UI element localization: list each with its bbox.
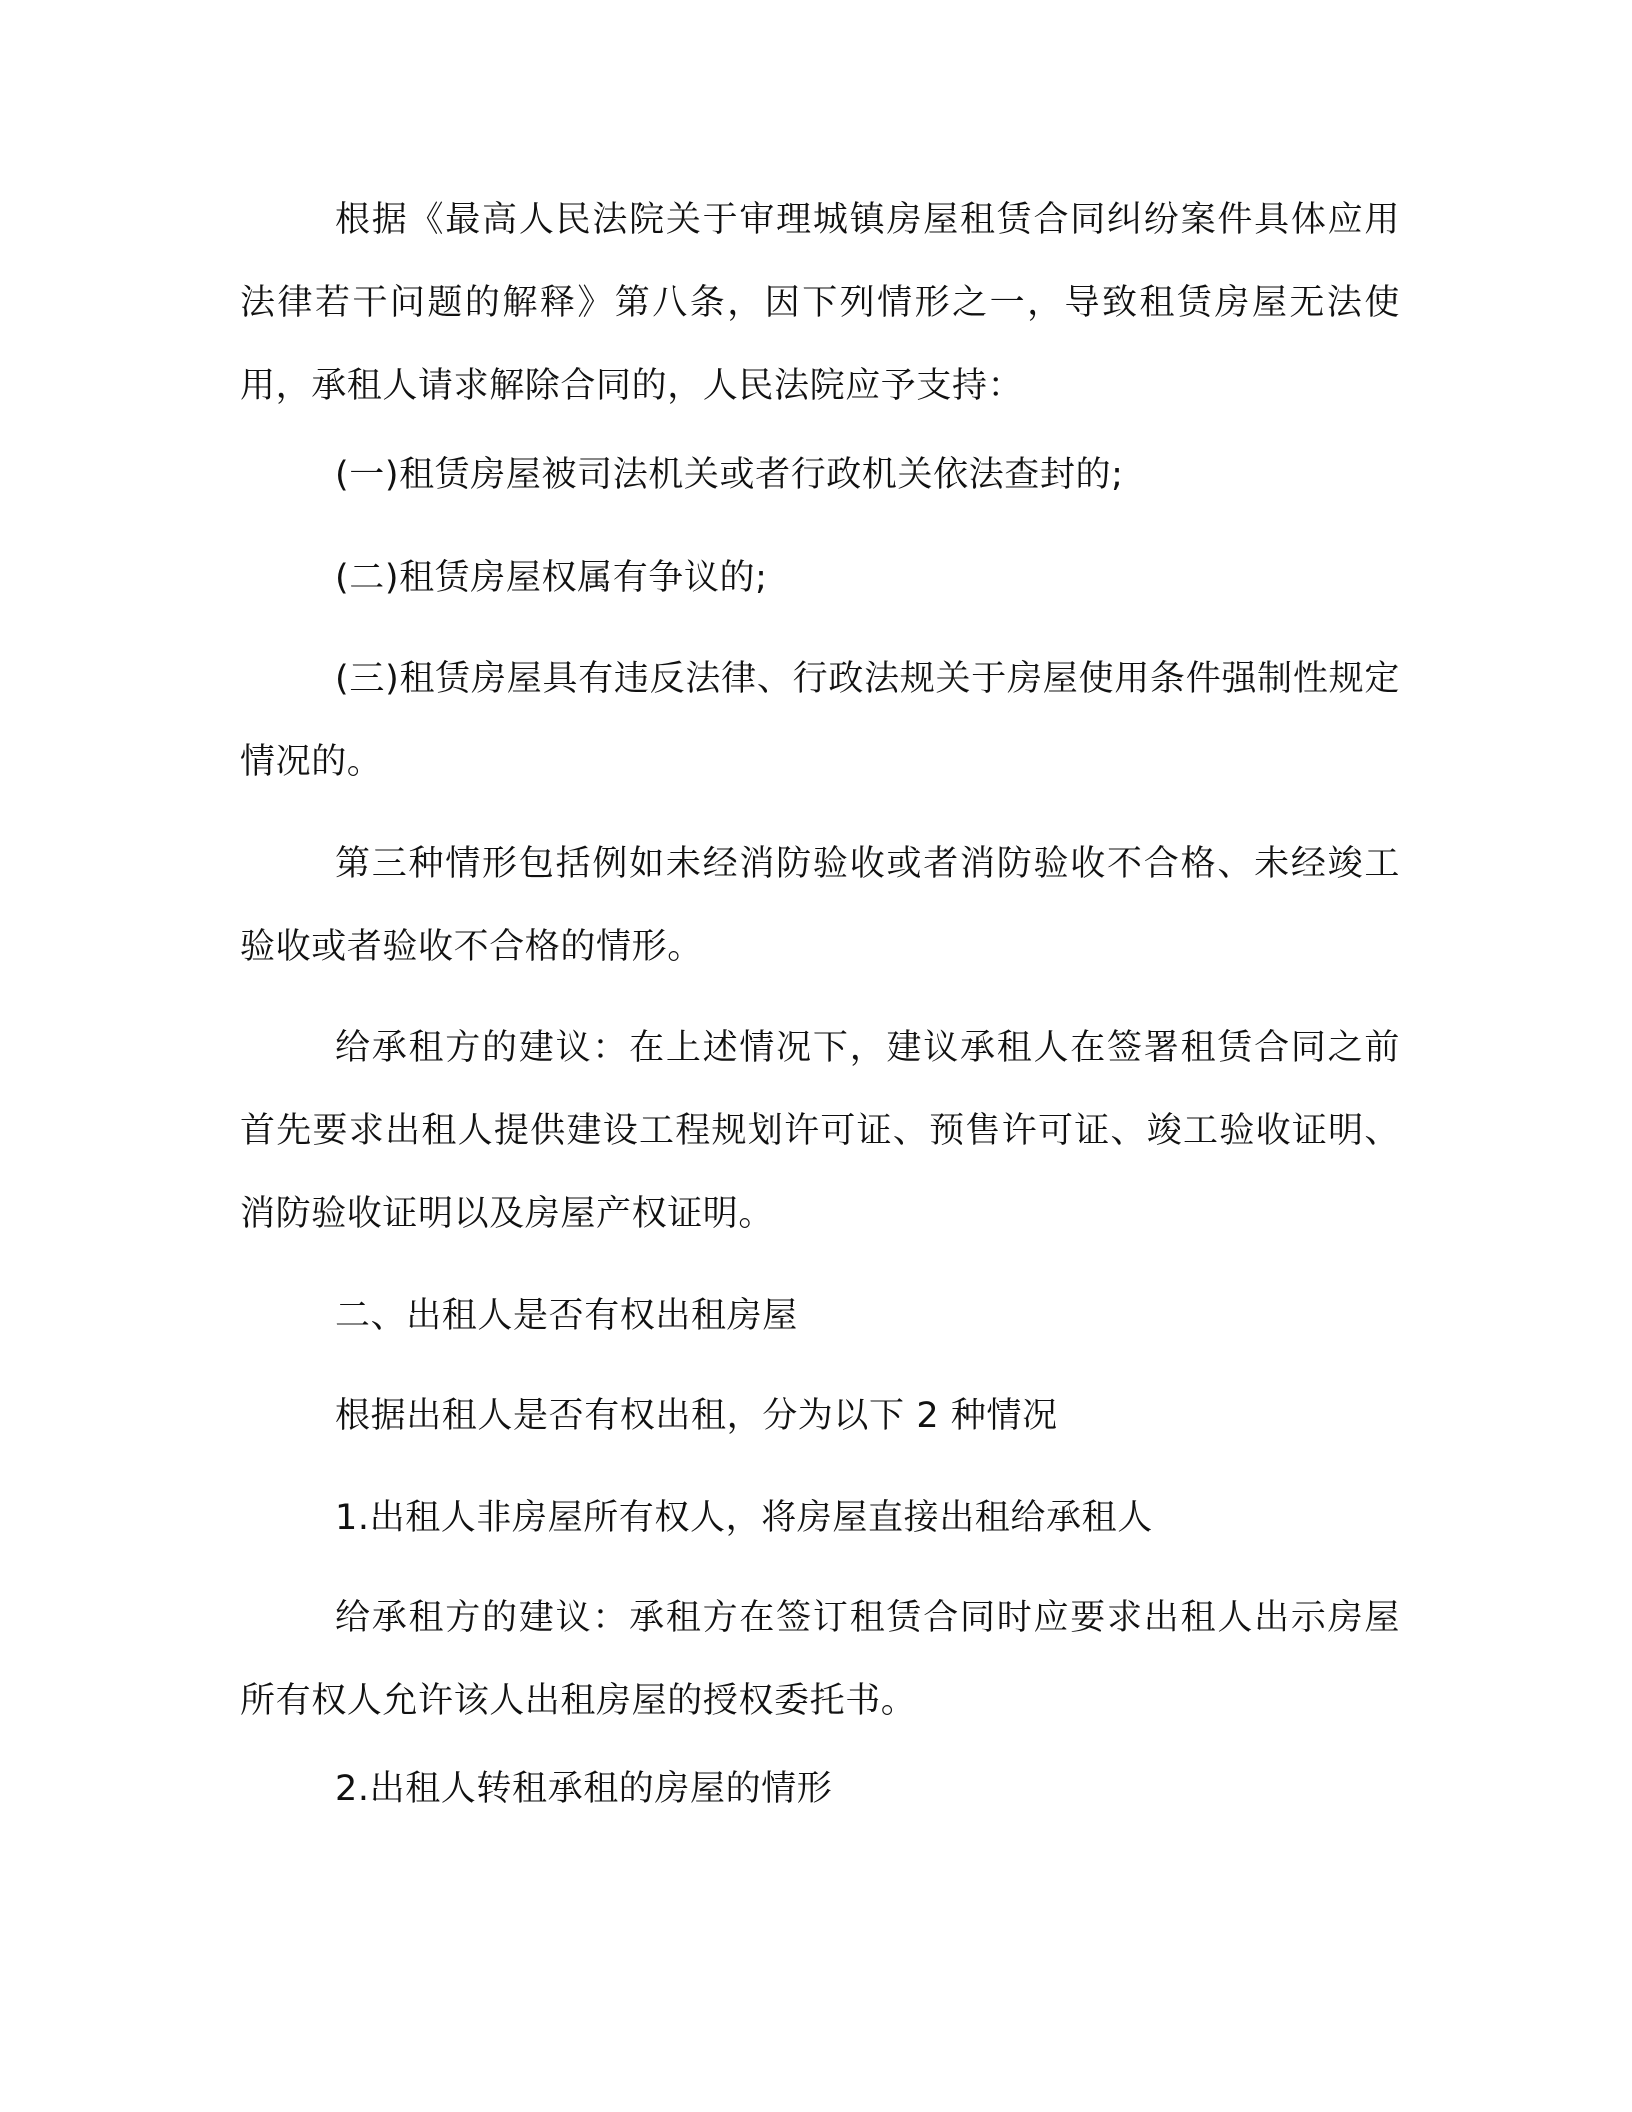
paragraph-situation-1: 1.出租人非房屋所有权人，将房屋直接出租给承租人 bbox=[335, 1498, 1153, 1538]
paragraph-two-situations: 根据出租人是否有权出租，分为以下 2 种情况 bbox=[335, 1396, 1058, 1436]
paragraph-advice-authorization: 给承租方的建议：承租方在签订租赁合同时应要求出租人出示房屋所有权人允许该人出租房屋的授权委托书。 bbox=[240, 1598, 1400, 1721]
paragraph-lease-termination-interpretation: 根据《最高人民法院关于审理城镇房屋租赁合同纠纷案件具体应用法律若干问题的解释》第八条，因下列情形之一，导致租赁房屋无法使用，承租人请求解除合同的，人民法院应予支持： bbox=[240, 200, 1400, 406]
section-heading-lessor-right: 二、出租人是否有权出租房屋 bbox=[335, 1296, 798, 1336]
paragraph-third-case-explanation: 第三种情形包括例如未经消防验收或者消防验收不合格、未经竣工验收或者验收不合格的情形。 bbox=[240, 844, 1400, 967]
paragraph-case-2-ownership-dispute: (二)租赁房屋权属有争议的; bbox=[335, 558, 768, 598]
paragraph-situation-2-sublease: 2.出租人转租承租的房屋的情形 bbox=[335, 1769, 833, 1809]
paragraph-case-3-law-violation: (三)租赁房屋具有违反法律、行政法规关于房屋使用条件强制性规定情况的。 bbox=[240, 659, 1400, 782]
paragraph-case-1-sealed: (一)租赁房屋被司法机关或者行政机关依法查封的; bbox=[335, 455, 1124, 495]
paragraph-advice-before-signing: 给承租方的建议：在上述情况下，建议承租人在签署租赁合同之前首先要求出租人提供建设工程规划许可证、预售许可证、竣工验收证明、消防验收证明以及房屋产权证明。 bbox=[240, 1028, 1400, 1234]
